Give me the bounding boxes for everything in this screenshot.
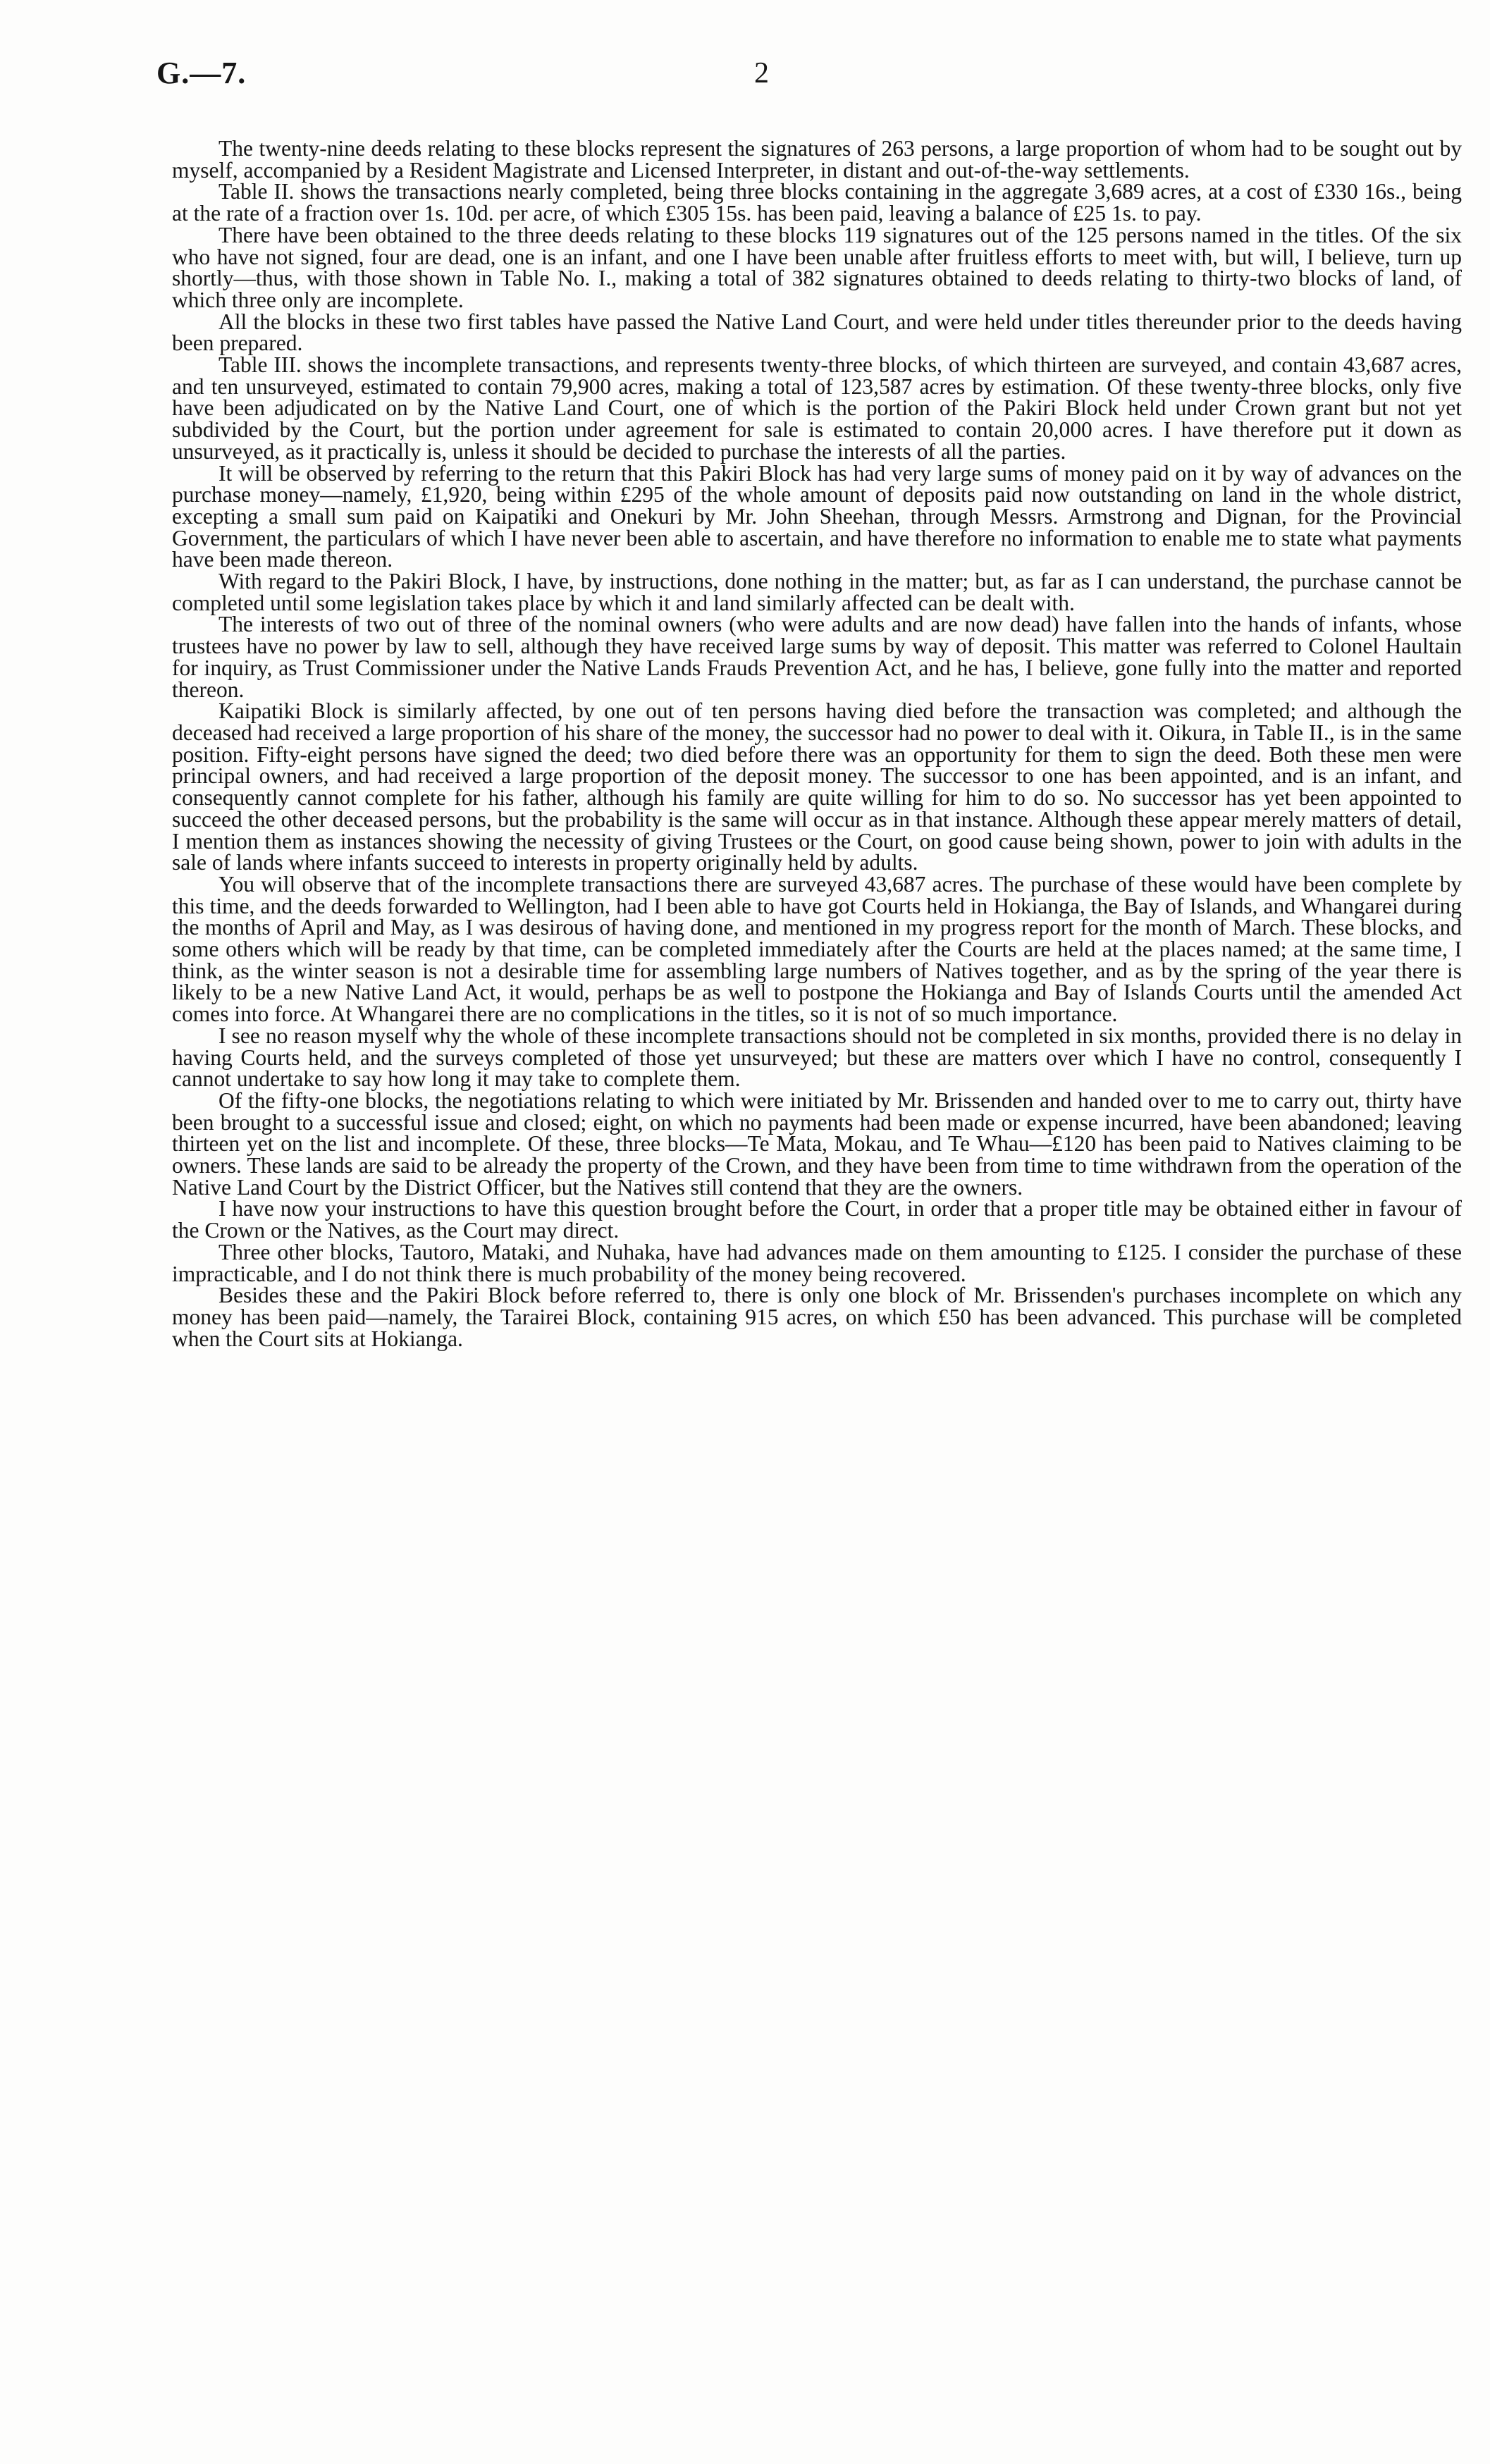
paragraph-pakiri-advances: It will be observed by referring to the return that this Pakiri Block has had very large sums of money paid on it by way of advances on the purchase money—namely, £1,920, being within £295 of the whole amount of deposits paid now outstanding on land in the whole district, excepting a small sum paid on Kaipatiki and Onekuri by Mr. John Sheehan, through Messrs. Armstrong and Dignan, for the Provincial Government, the particulars of which I have never been able to ascertain, and have therefore no information to enable me to state what payments have been made thereon. <box>172 460 1462 572</box>
paragraph-signatures-obtained: There have been obtained to the three deeds relating to these blocks 119 signatures out of the 125 persons named in the titles. Of the six who have not signed, four are dead, one is an infant, and one I have been unable after fruitless efforts to meet with, but will, I believe, turn up shortly—thus, with those shown in Table No. I., making a total of 382 signatures obtained to deeds relating to thirty-two blocks of land, of which three only are incomplete. <box>172 222 1462 312</box>
paragraph-kaipatiki-block: Kaipatiki Block is similarly affected, by one out of ten persons having died before the transaction was completed; and although the deceased had received a large proportion of his share of the money, the successor had no power to deal with it. Oikura, in Table II., is in the same position. Fifty-eight persons have signed the deed; two died before there was an opportunity for them to sign the deed. Both these men were principal owners, and had received a large proportion of the deposit money. The successor to one has been appointed, and is an infant, and consequently cannot complete for his father, although his family are quite willing for him to do so. No successor has yet been appointed to succeed the other deceased persons, but the probability is the same will occur as in that instance. Although these appear merely matters of detail, I mention them as instances showing the necessity of giving Trustees or the Court, on good cause being shown, power to join with adults in the sale of lands where infants succeed to interests in property originally held by adults. <box>172 698 1462 875</box>
paragraph-table-iii: Table III. shows the incomplete transactions, and represents twenty-three blocks, of which thirteen are surveyed, and contain 43,687 acres, and ten unsurveyed, estimated to contain 79,900 acres, making a total of 123,587 acres by estimation. Of these twenty-three blocks, only five have been adjudicated on by the Native Land Court, one of which is the portion of the Pakiri Block held under Crown grant but not yet subdivided by the Court, but the portion under agreement for sale is estimated to contain 20,000 acres. I have therefore put it down as unsurveyed, as it practically is, unless it should be decided to purchase the interests of all the parties. <box>172 352 1462 464</box>
paragraph-infant-owners: The interests of two out of three of the nominal owners (who were adults and are now dead) have fallen into the hands of infants, whose trustees have no power by law to sell, although they have received large sums by way of deposit. This matter was referred to Colonel Haultain for inquiry, as Trust Commissioner under the Native Lands Frauds Prevention Act, and he has, I believe, gone fully into the matter and reported thereon. <box>172 612 1462 702</box>
paragraph-three-other-blocks: Three other blocks, Tautoro, Mataki, and Nuhaka, have had advances made on them amounting to £125. I consider the purchase of these impracticable, and I do not think there is much probability of the money being recovered. <box>172 1239 1462 1286</box>
paragraph-court-question: I have now your instructions to have this question brought before the Court, in order that a proper title may be obtained either in favour of the Crown or the Natives, as the Court may direct. <box>172 1196 1462 1243</box>
page-number: 2 <box>754 57 769 90</box>
paragraph-tarairei-block: Besides these and the Pakiri Block before referred to, there is only one block of Mr. Brissenden's purchases incomplete on which any money has been paid—namely, the Tarairei Block, containing 915 acres, on which £50 has been advanced. This purchase will be completed when the Court sits at Hokianga. <box>172 1283 1462 1351</box>
paragraph-fifty-one-blocks: Of the fifty-one blocks, the negotiations relating to which were initiated by Mr. Brissenden and handed over to me to carry out, thirty have been brought to a successful issue and closed; eight, on which no payments had been made or expense incurred, have been abandoned; leaving thirteen yet on the list and incomplete. Of these, three blocks—Te Mata, Mokau, and Te Whau—£120 has been paid to Natives claiming to be owners. These lands are said to be already the property of the Crown, and they have been from time to time withdrawn from the operation of the Native Land Court by the District Officer, but the Natives still contend that they are the owners. <box>172 1088 1462 1200</box>
paragraph-surveyed-acres: You will observe that of the incomplete transactions there are surveyed 43,687 acres. The purchase of these would have been complete by this time, and the deeds forwarded to Wellington, had I been able to have got Courts held in Hokianga, the Bay of Islands, and Whangarei during the months of April and May, as I was desirous of having done, and mentioned in my progress report for the month of March. These blocks, and some others which will be ready by that time, can be completed immediately after the Courts are held at the places named; at the same time, I think, as the winter season is not a desirable time for assembling large numbers of Natives together, and as by the spring of the year there is likely to be a new Native Land Act, it would, perhaps be as well to postpone the Hokianga and Bay of Islands Courts until the amended Act comes into force. At Whangarei there are no complications in the titles, so it is not of so much importance. <box>172 871 1462 1027</box>
paragraph-six-months: I see no reason myself why the whole of these incomplete transactions should not be completed in six months, provided there is no delay in having Courts held, and the surveys completed of those yet unsurveyed; but these are matters over which I have no control, consequently I cannot undertake to say how long it may take to complete them. <box>172 1023 1462 1092</box>
document-reference: G.—7. <box>156 56 247 90</box>
paragraph-native-land-court: All the blocks in these two first tables have passed the Native Land Court, and were held under titles thereunder prior to the deeds having been prepared. <box>172 309 1462 356</box>
body-text <box>172 138 1462 1350</box>
paragraph-pakiri-instructions: With regard to the Pakiri Block, I have, by instructions, done nothing in the matter; but, as far as I can understand, the purchase cannot be completed until some legislation takes place by which it and land similarly affected can be dealt with. <box>172 569 1462 615</box>
paragraph-signatures: The twenty-nine deeds relating to these blocks represent the signatures of 263 persons, a large proportion of whom had to be sought out by myself, accompanied by a Resident Magistrate and Licensed Interpreter, in distant and out-of-the-way settlements. <box>172 136 1462 183</box>
paragraph-table-ii: Table II. shows the transactions nearly completed, being three blocks containing in the aggregate 3,689 acres, at a cost of £330 16s., being at the rate of a fraction over 1s. 10d. per acre, of which £305 15s. has been paid, leaving a balance of £25 1s. to pay. <box>172 179 1462 226</box>
